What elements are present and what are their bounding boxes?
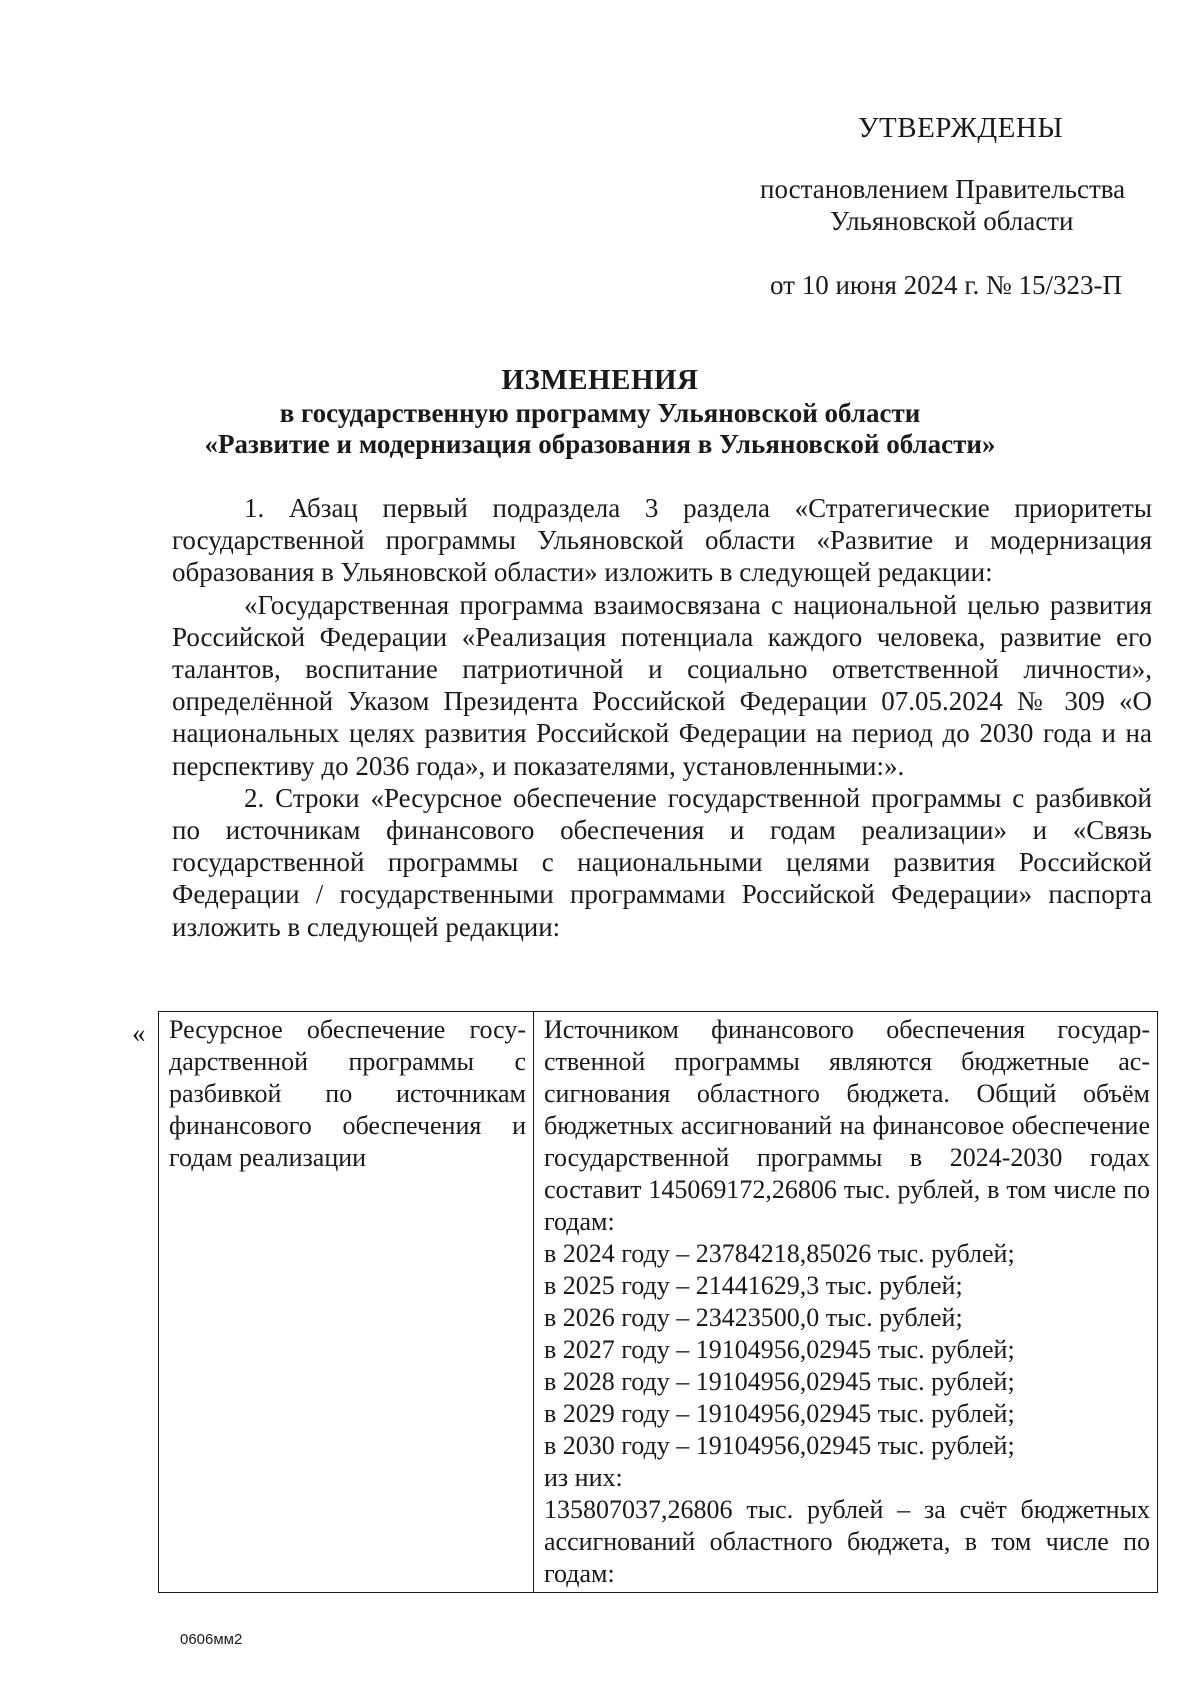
approval-date-number: от 10 июня 2024 г. № 15/323-П bbox=[770, 270, 1122, 300]
funding-regional-budget: 135807037,26806 тыс. рублей – за счёт бюджетных ассигнований областного бюджета, в том числе по годам: bbox=[544, 1495, 1150, 1588]
document-subtitle-line-1: в государственную программу Ульяновской области bbox=[279, 398, 921, 428]
funding-year-2030: в 2030 году – 19104956,02945 тыс. рублей; bbox=[544, 1431, 1015, 1460]
funding-of-them: из них: bbox=[544, 1463, 623, 1492]
table-row bbox=[159, 1012, 1158, 1593]
approval-title: УТВЕРЖДЕНЫ bbox=[858, 112, 1064, 144]
paragraph-3: 2. Строки «Ресурсное обеспечение государственной программы с разбивкой по источникам финансового обеспечения и годам реализации» и «Связь государственной программы с национальными целями развития Российской Федерации / государственными программами Российской Федерации» паспорта изложить в следующей редакции: bbox=[172, 782, 1152, 942]
funding-intro: Источником финансового обеспечения государственной программы являются бюджетные ассигнования областного бюджета. Общий объём бюджетных ассигнований на финансовое обеспечение государственной программы в 2024-2030 годах составит 145069172,26806 тыс. рублей, в том числе по годам: bbox=[544, 1015, 1150, 1236]
funding-year-2028: в 2028 году – 19104956,02945 тыс. рублей; bbox=[544, 1367, 1015, 1396]
funding-year-2029: в 2029 году – 19104956,02945 тыс. рублей; bbox=[544, 1399, 1015, 1428]
document-title: ИЗМЕНЕНИЯ bbox=[501, 364, 699, 396]
funding-year-2024: в 2024 году – 23784218,85026 тыс. рублей; bbox=[544, 1239, 1015, 1268]
document-subtitle-line-2: «Развитие и модернизация образования в Ульяновской области» bbox=[204, 429, 996, 459]
approval-issuer-line-2: Ульяновской области bbox=[830, 206, 1074, 236]
table-row-label: Ресурсное обеспечение государственной программы с разбивкой по источникам финансового обеспечения и годам реализации bbox=[159, 1012, 534, 1593]
funding-year-2027: в 2027 году – 19104956,02945 тыс. рублей; bbox=[544, 1335, 1015, 1364]
funding-year-2026: в 2026 году – 23423500,0 тыс. рублей; bbox=[544, 1303, 963, 1332]
document-heading bbox=[0, 362, 1200, 460]
approval-issuer-line-1: постановлением Правительства bbox=[760, 174, 1126, 204]
document-body bbox=[172, 492, 1152, 943]
paragraph-2: «Государственная программа взаимосвязана с национальной целью развития Российской Федерации «Реализация потенциала каждого человека, развитие его талантов, воспитание патриотичной и социально ответственной личности», определённой Указом Президента Российской Федерации 07.05.2024 № 309 «О национальных целях развития Российской Федерации на период до 2030 года и на перспективу до 2036 года», и показателями, установленными:». bbox=[172, 589, 1152, 781]
table-open-quote: « bbox=[132, 1018, 146, 1048]
table-row-content bbox=[534, 1012, 1158, 1593]
funding-year-2025: в 2025 году – 21441629,3 тыс. рублей; bbox=[544, 1271, 963, 1300]
paragraph-1: 1. Абзац первый подраздела 3 раздела «Стратегические приоритеты государственной программы Ульяновской области «Развитие и модернизация образования в Ульяновской области» изложить в следующей редакции: bbox=[172, 493, 1152, 588]
resource-provision-table bbox=[158, 1011, 1158, 1593]
document-code: 0606мм2 bbox=[180, 1631, 243, 1648]
